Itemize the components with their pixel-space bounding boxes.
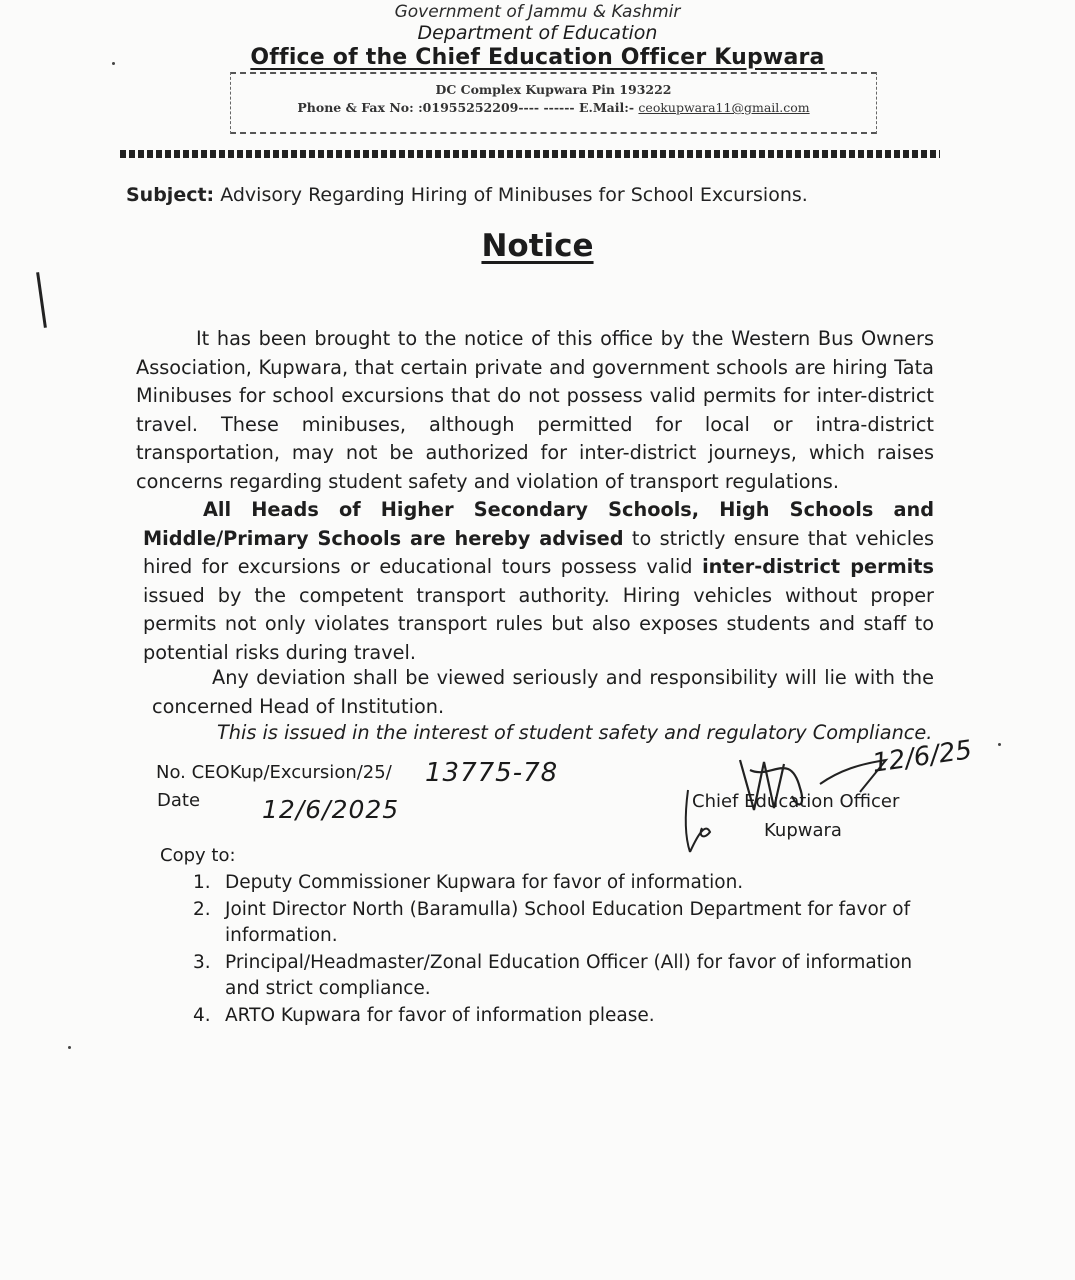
subject-label: Subject: <box>126 184 215 206</box>
list-item-text: Joint Director North (Baramulla) School Education Department for favor of information. <box>225 898 911 946</box>
list-item-number: 1. <box>193 872 211 893</box>
margin-pen-mark <box>36 272 47 328</box>
paragraph-4: This is issued in the interest of student safety and regulatory Compliance. <box>217 721 933 744</box>
paragraph-2-mid: to strictly ensure that vehicles hired for excursions or educational tours possess valid <box>143 526 935 579</box>
list-item-number: 4. <box>193 1004 211 1026</box>
signatory-title: Chief Education Officer <box>692 791 900 812</box>
paragraph-3-text: Any deviation shall be viewed seriously and responsibility will lie with the concerned Head of Institution. <box>152 666 934 718</box>
copy-to-list <box>193 870 938 1029</box>
paragraph-2 <box>143 496 934 668</box>
scan-speck <box>68 1046 71 1049</box>
paragraph-2-bold: All Heads of Higher Secondary Schools, High Schools and Middle/Primary Schools are hereby advised <box>143 498 934 550</box>
phone-tail: ---- ------ <box>518 100 579 115</box>
phone-label: Phone & Fax No: <box>297 100 419 115</box>
email-label: E.Mail:- <box>578 100 639 115</box>
office-address: DC Complex Kupwara Pin 193222 <box>435 82 672 97</box>
list-item <box>193 870 938 897</box>
list-item-number: 2. <box>193 898 211 920</box>
list-item-text: Principal/Headmaster/Zonal Education Officer (All) for favor of information and strict compliance. <box>225 951 913 999</box>
scan-speck <box>998 743 1001 746</box>
handwritten-signature-date: 12/6/25 <box>870 735 974 779</box>
list-item <box>193 897 938 950</box>
paragraph-2-bold-permits: inter-district permits <box>702 555 934 579</box>
signatory-place: Kupwara <box>764 820 842 841</box>
dotted-divider <box>120 150 940 158</box>
office-name <box>0 45 1075 70</box>
notice-title: Notice <box>481 228 594 264</box>
handwritten-date: 12/6/2025 <box>262 795 400 824</box>
department-name: Department of Education <box>417 22 658 44</box>
date-label: Date <box>157 790 201 811</box>
list-item <box>193 950 938 1003</box>
list-item-text: ARTO Kupwara for favor of information please. <box>225 1004 655 1026</box>
email-address: ceokupwara11@gmail.com <box>638 100 810 115</box>
copy-to-label: Copy to: <box>160 845 236 866</box>
subject-line <box>126 184 808 206</box>
government-name: Government of Jammu & Kashmir <box>394 2 681 22</box>
paragraph-3 <box>152 664 934 721</box>
list-item-text: Deputy Commissioner Kupwara for favor of information. <box>225 872 744 893</box>
list-item <box>193 1003 938 1030</box>
office-name-text: Office of the Chief Education Officer Kupwara <box>250 45 825 70</box>
subject-text: Advisory Regarding Hiring of Minibuses for School Excursions. <box>220 184 808 206</box>
paragraph-2-end: issued by the competent transport authority. Hiring vehicles without proper permits not only violates transport rules but also exposes students and staff to potential risks during travel. <box>143 583 934 664</box>
phone-number: :01955252209 <box>418 100 519 115</box>
scan-speck <box>112 62 115 65</box>
handwritten-reference-number: 13775-78 <box>425 758 559 788</box>
paragraph-1-text: It has been brought to the notice of this office by the Western Bus Owners Association, Kupwara, that certain private and government schools are hiring Tata Minibuses for school excursions that do not possess valid permits for inter-district travel. These minibuses, although permitted for local or intra-district transportation, may not be authorized for inter-district journeys, which raises concerns regarding student safety and violation of transport regulations. <box>136 327 934 493</box>
paragraph-1 <box>136 325 934 497</box>
contact-box <box>230 72 877 134</box>
list-item-number: 3. <box>193 951 211 973</box>
reference-number-label: No. CEOKup/Excursion/25/ <box>156 762 392 783</box>
contact-line <box>231 100 876 115</box>
